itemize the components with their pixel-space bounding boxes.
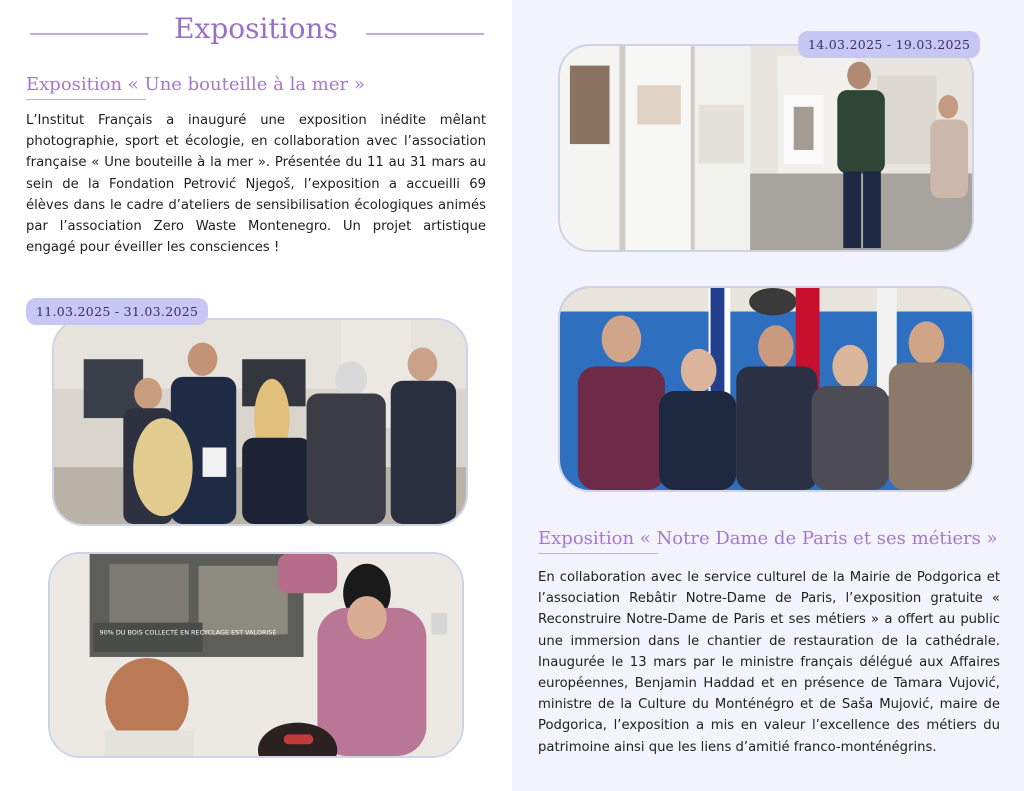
exhibition2-heading-underline	[538, 553, 658, 554]
exhibition1-heading: Exposition « Une bouteille à la mer »	[26, 74, 365, 95]
exhibition2-photo-group	[558, 286, 974, 492]
exhibition2-date-badge: 14.03.2025 - 19.03.2025	[798, 31, 980, 58]
exhibition2-heading: Exposition « Notre Dame de Paris et ses métiers »	[538, 528, 998, 549]
exhibition2-photo-street	[558, 44, 974, 252]
exhibition1-photo-opening	[52, 318, 468, 526]
exhibition1-text: L’Institut Français a inauguré une exposition inédite mêlant photographie, sport et écologie, en collaboration avec l’association française « Une bouteille à la mer ». Présentée du 11 au 31 mars au sein de la Fondation Petrović Njegoš, l’exposition a accueilli 69 élèves dans le cadre d’ateliers de sensibilisation écologiques animés par l’association Zero Waste Montenegro. Un projet artistique engagé pour éveiller les consciences !	[26, 113, 486, 256]
exhibition1-date-badge: 11.03.2025 - 31.03.2025	[26, 298, 208, 325]
title-rule-right	[366, 33, 484, 35]
poster-text: 90% DU BOIS COLLECTÉ EN RECYCLAGE EST VALORISÉ	[99, 628, 277, 637]
page-title: Expositions	[174, 12, 338, 45]
exhibition2-text: En collaboration avec le service culturel de la Mairie de Podgorica et l’association Rebâtir Notre-Dame de Paris, l’exposition gratuite « Reconstruire Notre-Dame de Paris et ses métiers » a offert au public une immersion dans le chantier de restauration de la cathédrale. Inaugurée le 13 mars par le ministre français délégué aux Affaires européennes, Benjamin Haddad et en présence de Tamara Vujović, ministre de la Culture du Monténégro et de Saša Mujović, maire de Podgorica, l’exposition a mis en valeur l’excellence des métiers du patrimoine ainsi que les liens d’amitié franco-monténégrins.	[538, 570, 1000, 755]
exhibition1-photo-workshop	[48, 552, 464, 758]
exhibition1-heading-underline	[26, 99, 146, 100]
right-column	[512, 0, 1024, 791]
